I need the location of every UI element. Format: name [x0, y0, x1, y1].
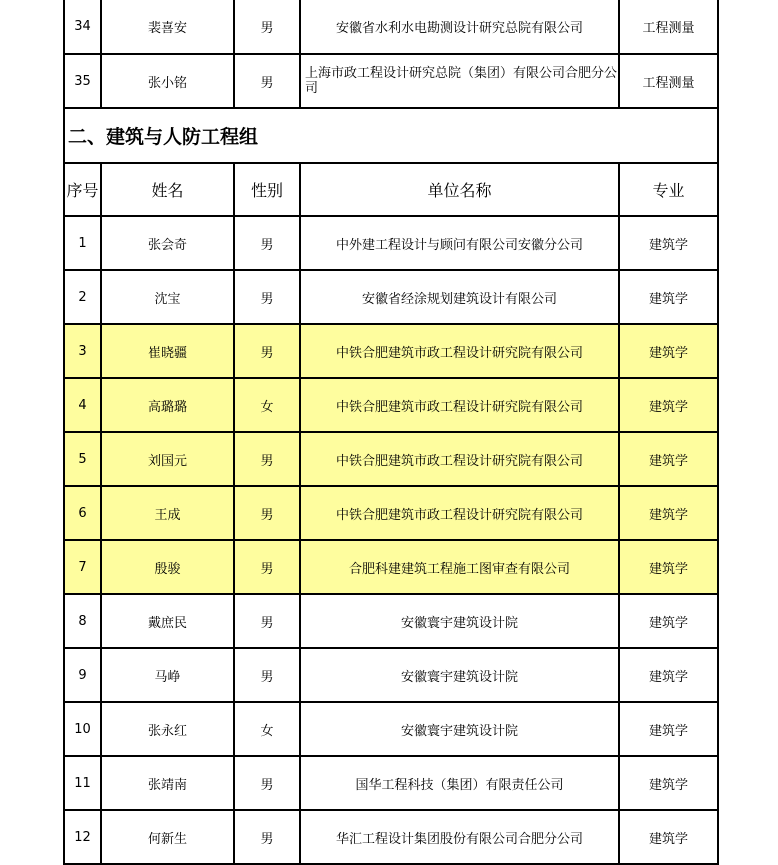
- cell-no: 6: [64, 486, 101, 540]
- table-row: [64, 54, 718, 108]
- cell-name: 张靖南: [101, 756, 234, 810]
- cell-name: 沈宝: [101, 270, 234, 324]
- cell-name: 戴庶民: [101, 594, 234, 648]
- cell-name: 张会奇: [101, 216, 234, 270]
- header-org: 单位名称: [300, 163, 619, 216]
- cell-name: 张永红: [101, 702, 234, 756]
- cell-major: 建筑学: [619, 432, 718, 486]
- cell-gender: 女: [234, 702, 300, 756]
- table-row: [64, 378, 718, 432]
- cell-no: 11: [64, 756, 101, 810]
- cell-name: 高璐璐: [101, 378, 234, 432]
- cell-major: 工程测量: [619, 54, 718, 108]
- cell-name: 刘国元: [101, 432, 234, 486]
- cell-name: 殷骏: [101, 540, 234, 594]
- header-name: 姓名: [101, 163, 234, 216]
- cell-no: 4: [64, 378, 101, 432]
- cell-org: 中铁合肥建筑市政工程设计研究院有限公司: [300, 324, 619, 378]
- cell-major: 建筑学: [619, 378, 718, 432]
- cell-name: 马峥: [101, 648, 234, 702]
- roster-table: [63, 0, 719, 865]
- table-row: [64, 324, 718, 378]
- cell-org: 国华工程科技（集团）有限责任公司: [300, 756, 619, 810]
- cell-major: 建筑学: [619, 486, 718, 540]
- cell-no: 9: [64, 648, 101, 702]
- cell-gender: 女: [234, 378, 300, 432]
- cell-gender: 男: [234, 54, 300, 108]
- table-row: [64, 270, 718, 324]
- cell-org: 安徽寰宇建筑设计院: [300, 594, 619, 648]
- header-major: 专业: [619, 163, 718, 216]
- cell-name: 裴喜安: [101, 0, 234, 54]
- cell-org: 上海市政工程设计研究总院（集团）有限公司合肥分公司: [300, 54, 619, 108]
- cell-name: 张小铭: [101, 54, 234, 108]
- cell-major: 建筑学: [619, 540, 718, 594]
- cell-org: 安徽省水利水电勘测设计研究总院有限公司: [300, 0, 619, 54]
- section-title: 二、建筑与人防工程组: [64, 108, 718, 163]
- cell-no: 34: [64, 0, 101, 54]
- cell-major: 建筑学: [619, 216, 718, 270]
- cell-gender: 男: [234, 810, 300, 864]
- cell-gender: 男: [234, 756, 300, 810]
- table-row: [64, 0, 718, 54]
- cell-gender: 男: [234, 540, 300, 594]
- cell-major: 建筑学: [619, 270, 718, 324]
- cell-name: 何新生: [101, 810, 234, 864]
- cell-gender: 男: [234, 486, 300, 540]
- cell-gender: 男: [234, 324, 300, 378]
- cell-gender: 男: [234, 216, 300, 270]
- table-row: [64, 648, 718, 702]
- header-gender: 性别: [234, 163, 300, 216]
- table-row: [64, 486, 718, 540]
- cell-major: 建筑学: [619, 810, 718, 864]
- cell-org: 安徽省经涂规划建筑设计有限公司: [300, 270, 619, 324]
- cell-no: 8: [64, 594, 101, 648]
- cell-no: 2: [64, 270, 101, 324]
- cell-org: 中铁合肥建筑市政工程设计研究院有限公司: [300, 378, 619, 432]
- cell-major: 建筑学: [619, 702, 718, 756]
- table-row: [64, 594, 718, 648]
- header-row: [64, 163, 718, 216]
- table-row: [64, 216, 718, 270]
- cell-org: 安徽寰宇建筑设计院: [300, 648, 619, 702]
- table-row: [64, 756, 718, 810]
- header-no: 序号: [64, 163, 101, 216]
- cell-no: 12: [64, 810, 101, 864]
- cell-org: 华汇工程设计集团股份有限公司合肥分公司: [300, 810, 619, 864]
- cell-name: 王成: [101, 486, 234, 540]
- cell-no: 1: [64, 216, 101, 270]
- cell-major: 建筑学: [619, 756, 718, 810]
- table-row: [64, 432, 718, 486]
- cell-gender: 男: [234, 0, 300, 54]
- cell-gender: 男: [234, 594, 300, 648]
- cell-gender: 男: [234, 432, 300, 486]
- table-row: [64, 810, 718, 864]
- cell-no: 7: [64, 540, 101, 594]
- cell-org: 中铁合肥建筑市政工程设计研究院有限公司: [300, 486, 619, 540]
- cell-org: 合肥科建建筑工程施工图审查有限公司: [300, 540, 619, 594]
- cell-major: 建筑学: [619, 648, 718, 702]
- cell-no: 3: [64, 324, 101, 378]
- table-row: [64, 540, 718, 594]
- cell-org: 中铁合肥建筑市政工程设计研究院有限公司: [300, 432, 619, 486]
- cell-major: 建筑学: [619, 324, 718, 378]
- section-row: [64, 108, 718, 163]
- table-row: [64, 702, 718, 756]
- cell-gender: 男: [234, 270, 300, 324]
- cell-major: 建筑学: [619, 594, 718, 648]
- cell-gender: 男: [234, 648, 300, 702]
- cell-name: 崔晓疆: [101, 324, 234, 378]
- cell-major: 工程测量: [619, 0, 718, 54]
- cell-no: 35: [64, 54, 101, 108]
- cell-no: 5: [64, 432, 101, 486]
- cell-no: 10: [64, 702, 101, 756]
- cell-org: 安徽寰宇建筑设计院: [300, 702, 619, 756]
- cell-org: 中外建工程设计与顾问有限公司安徽分公司: [300, 216, 619, 270]
